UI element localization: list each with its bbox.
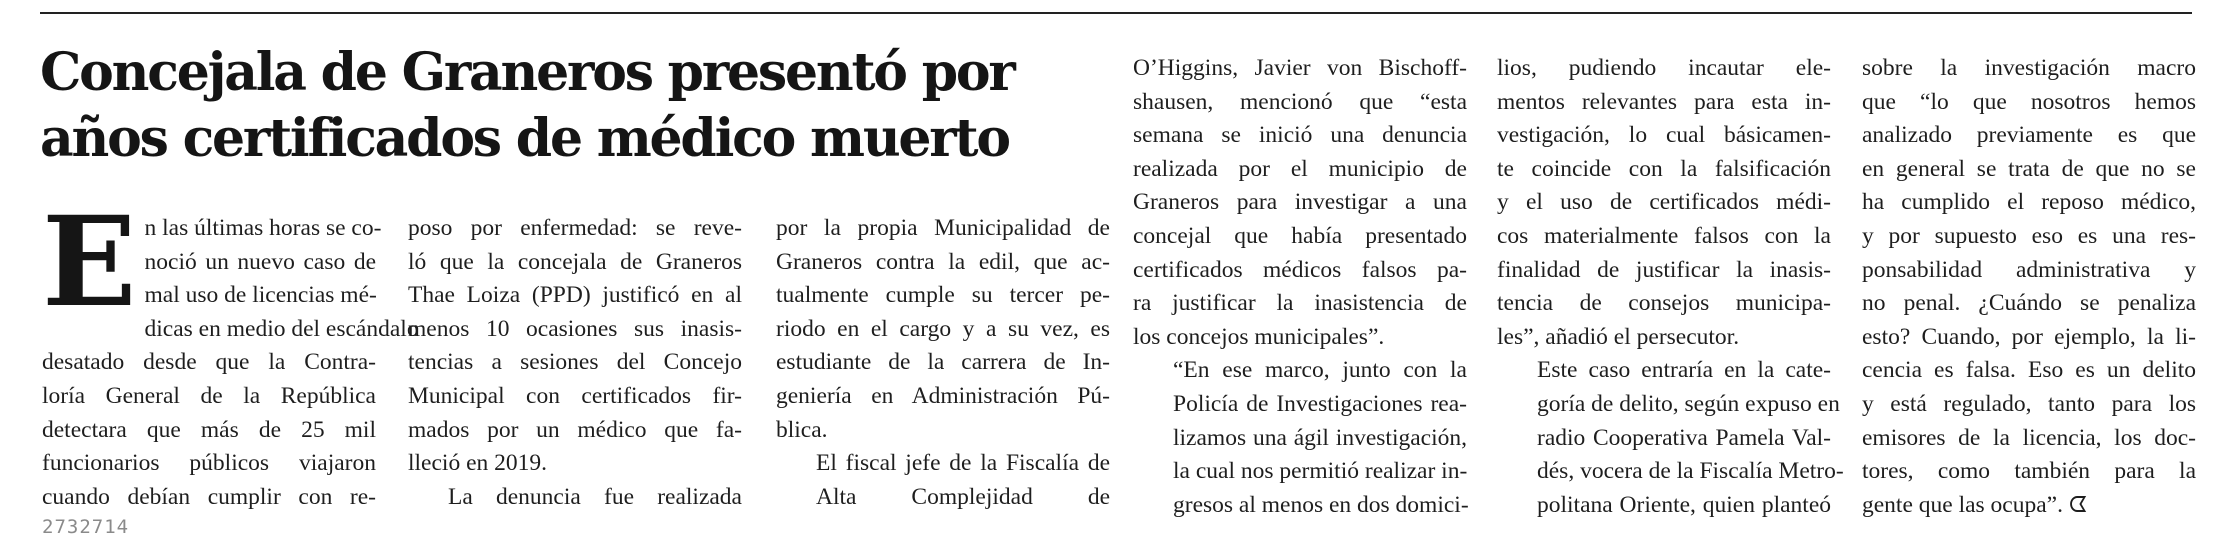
article-line: funcionarios públicos viajaron <box>42 450 376 477</box>
article-line: y por supuesto eso es una res- <box>1862 222 2196 249</box>
article-paragraph <box>1497 354 1844 522</box>
article-line: Este caso entraría en la cate- <box>1537 357 1831 384</box>
article-line: Thae Loiza (PPD) justificó en al <box>408 282 742 309</box>
article-line: detectara que más de 25 mil <box>42 416 376 443</box>
article-column-2 <box>408 212 742 514</box>
article-line: ha cumplido el reposo médico, <box>1862 189 2196 216</box>
article-paragraph <box>1133 354 1467 522</box>
article-line: La denuncia fue realizada <box>448 483 742 510</box>
article-line: ra justificar la inasistencia de <box>1133 290 1467 317</box>
article-line: Alta Complejidad de <box>816 483 1110 510</box>
article-line: tores, como también para la <box>1862 458 2196 485</box>
article-column-6 <box>1862 52 2196 522</box>
article-line: en general se trata de que no se <box>1862 155 2196 182</box>
article-column-3 <box>776 212 1110 514</box>
article-line: los concejos municipales”. <box>1133 323 1385 350</box>
top-rule <box>40 12 2192 14</box>
article-line: mados por un médico que fa- <box>408 416 742 443</box>
article-line: tualmente cumple su tercer pe- <box>776 282 1110 309</box>
article-paragraph <box>1133 52 1467 354</box>
article-line: cencia es falsa. Eso es un delito <box>1862 357 2196 384</box>
article-line: sobre la investigación macro <box>1862 55 2196 81</box>
headline-line-1: Concejala de Graneros presentó por <box>40 42 1014 103</box>
article-line: goría de delito, según expuso en <box>1537 390 1840 417</box>
article-line: tencia de consejos municipa- <box>1497 290 1831 317</box>
article-paragraph <box>776 447 1110 514</box>
article-line: y el uso de certificados médi- <box>1497 189 1831 216</box>
article-line: por la propia Municipalidad de <box>776 215 1110 241</box>
article-line: realizada por el municipio de <box>1133 155 1467 182</box>
article-line: cos materialmente falsos con la <box>1497 222 1831 249</box>
article-line: El fiscal jefe de la Fiscalía de <box>816 450 1110 477</box>
article-line: cuando debían cumplir con re- <box>42 483 376 510</box>
article-paragraph <box>42 190 419 514</box>
article-line: loría General de la República <box>42 382 376 409</box>
article-line: certificados médicos falsos pa- <box>1133 256 1467 283</box>
article-line: noció un nuevo caso de <box>144 248 376 275</box>
article-line: no penal. ¿Cuándo se penaliza <box>1862 290 2196 317</box>
article-line: politana Oriente, quien planteó <box>1537 491 1831 518</box>
article-line: analizado previamente es que <box>1862 122 2196 149</box>
article-line: n las últimas horas se co- <box>144 215 382 241</box>
article-line: geniería en Administración Pú- <box>776 382 1110 409</box>
article-line: y está regulado, tanto para los <box>1862 390 2196 417</box>
article-line: mal uso de licencias mé- <box>144 282 377 309</box>
headline-line-2: años certificados de médico muerto <box>40 108 1009 169</box>
article-line: O’Higgins, Javier von Bischoff- <box>1133 55 1467 81</box>
article-line: Municipal con certificados fir- <box>408 382 742 409</box>
article-paragraph <box>408 212 742 481</box>
article-line: semana se inició una denuncia <box>1133 122 1467 149</box>
article-line: les”, añadió el persecutor. <box>1497 323 1740 350</box>
article-line: te coincide con la falsificación <box>1497 155 1831 182</box>
article-line: tencias a sesiones del Concejo <box>408 349 742 376</box>
article-line: mentos relevantes para esta in- <box>1497 88 1831 115</box>
article-line: shausen, mencionó que “esta <box>1133 88 1467 115</box>
article-line: blica. <box>776 416 828 443</box>
article-line: riodo en el cargo y a su vez, es <box>776 315 1110 342</box>
article-line: poso por enfermedad: se reve- <box>408 215 742 241</box>
article-line: radio Cooperativa Pamela Val- <box>1537 424 1831 451</box>
article-paragraph <box>776 212 1110 447</box>
headline <box>40 40 1100 172</box>
article-line: emisores de la licencia, los doc- <box>1862 424 2196 451</box>
article-line: menos 10 ocasiones sus inasis- <box>408 315 742 342</box>
article-line: ponsabilidad administrativa y <box>1862 256 2196 283</box>
article-line: gresos al menos en dos domici- <box>1173 491 1469 518</box>
end-of-article-icon: ᗧ <box>2068 492 2088 518</box>
article-line: dicas en medio del escándalo <box>144 315 419 342</box>
article-line: finalidad de justificar la inasis- <box>1497 256 1831 283</box>
article-line: Graneros contra la edil, que ac- <box>776 248 1110 275</box>
article-line: estudiante de la carrera de In- <box>776 349 1110 376</box>
article-line: vestigación, lo cual básicamen- <box>1497 122 1831 149</box>
article-line: dés, vocera de la Fiscalía Metro- <box>1537 458 1844 485</box>
article-line: que “lo que nosotros hemos <box>1862 88 2196 115</box>
article-line: la cual nos permitió realizar in- <box>1173 458 1468 485</box>
article-line: lizamos una ágil investigación, <box>1173 424 1467 451</box>
article-paragraph <box>1862 52 2196 522</box>
article-line: ló que la concejala de Graneros <box>408 248 742 275</box>
article-paragraph <box>1497 52 1831 354</box>
article-line: desatado desde que la Contra- <box>42 349 376 376</box>
article-line: lleció en 2019. <box>408 450 548 477</box>
article-line: gente que las ocupa”. ᗧ <box>1862 491 2088 518</box>
article-line: lios, pudiendo incautar ele- <box>1497 55 1831 81</box>
article-paragraph <box>408 481 742 515</box>
article-column-5 <box>1497 52 1844 522</box>
article-line: Graneros para investigar a una <box>1133 189 1467 216</box>
article-line: Policía de Investigaciones rea- <box>1173 390 1467 417</box>
article-column-1 <box>42 190 419 514</box>
clipping-id: 2732714 <box>42 516 130 538</box>
article-line: “En ese marco, junto con la <box>1173 357 1467 384</box>
article-line: esto? Cuando, por ejemplo, la li- <box>1862 323 2196 350</box>
article-line: concejal que había presentado <box>1133 222 1467 249</box>
drop-cap: E <box>42 190 137 335</box>
article-column-4 <box>1133 52 1467 522</box>
